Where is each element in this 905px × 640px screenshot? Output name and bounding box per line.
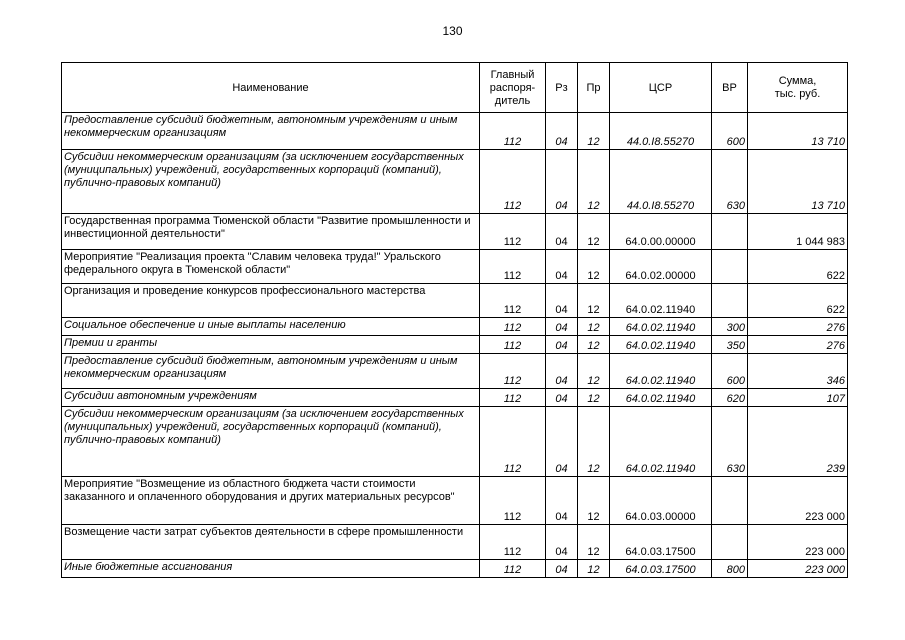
row-sum: 223 000 (748, 560, 848, 578)
row-pr: 12 (578, 113, 610, 150)
row-pr: 12 (578, 318, 610, 336)
row-vr (712, 525, 748, 560)
row-rz: 04 (546, 560, 578, 578)
header-pr: Пр (578, 63, 610, 113)
row-sum: 223 000 (748, 525, 848, 560)
row-sum: 1 044 983 (748, 214, 848, 250)
row-rz: 04 (546, 354, 578, 389)
row-rz: 04 (546, 336, 578, 354)
header-name: Наименование (62, 63, 480, 113)
row-name: Премии и гранты (62, 336, 480, 354)
table-row (62, 284, 848, 318)
row-pr: 12 (578, 389, 610, 407)
row-sum: 622 (748, 284, 848, 318)
row-pr: 12 (578, 407, 610, 477)
table-row (62, 525, 848, 560)
row-vr (712, 477, 748, 525)
row-grbs: 112 (480, 560, 546, 578)
row-csr: 64.0.02.11940 (610, 389, 712, 407)
table-row (62, 150, 848, 214)
row-grbs: 112 (480, 407, 546, 477)
row-rz: 04 (546, 477, 578, 525)
row-vr: 620 (712, 389, 748, 407)
row-name: Мероприятие "Возмещение из областного бюджета части стоимости заказанного и оплаченного оборудования и других материальных ресурсов" (62, 477, 480, 525)
budget-table (61, 62, 848, 578)
row-csr: 64.0.02.11940 (610, 284, 712, 318)
row-csr: 64.0.02.00000 (610, 250, 712, 284)
row-csr: 64.0.02.11940 (610, 354, 712, 389)
row-grbs: 112 (480, 284, 546, 318)
row-grbs: 112 (480, 389, 546, 407)
row-sum: 276 (748, 318, 848, 336)
row-pr: 12 (578, 354, 610, 389)
row-name: Мероприятие "Реализация проекта "Славим человека труда!" Уральского федерального округа в Тюменской области" (62, 250, 480, 284)
row-name: Возмещение части затрат субъектов деятельности в сфере промышленности (62, 525, 480, 560)
row-grbs: 112 (480, 214, 546, 250)
row-pr: 12 (578, 150, 610, 214)
table-row (62, 336, 848, 354)
row-pr: 12 (578, 214, 610, 250)
row-name: Субсидии некоммерческим организациям (за исключением государственных (муниципальных) учреждений, государственных корпораций (компаний), публично-правовых компаний) (62, 150, 480, 214)
row-grbs: 112 (480, 354, 546, 389)
row-csr: 64.0.03.00000 (610, 477, 712, 525)
row-sum: 346 (748, 354, 848, 389)
table-row (62, 214, 848, 250)
row-sum: 13 710 (748, 150, 848, 214)
table-row (62, 318, 848, 336)
row-pr: 12 (578, 336, 610, 354)
row-grbs: 112 (480, 336, 546, 354)
table-row (62, 407, 848, 477)
row-pr: 12 (578, 560, 610, 578)
row-name: Субсидии автономным учреждениям (62, 389, 480, 407)
row-rz: 04 (546, 284, 578, 318)
row-vr: 630 (712, 150, 748, 214)
row-sum: 223 000 (748, 477, 848, 525)
table-row (62, 477, 848, 525)
row-csr: 44.0.I8.55270 (610, 113, 712, 150)
row-vr: 600 (712, 113, 748, 150)
row-vr (712, 284, 748, 318)
header-rz: Рз (546, 63, 578, 113)
row-grbs: 112 (480, 250, 546, 284)
row-csr: 64.0.03.17500 (610, 525, 712, 560)
row-rz: 04 (546, 389, 578, 407)
row-name: Предоставление субсидий бюджетным, автономным учреждениям и иным некоммерческим организациям (62, 113, 480, 150)
row-name: Субсидии некоммерческим организациям (за исключением государственных (муниципальных) учреждений, государственных корпораций (компаний), публично-правовых компаний) (62, 407, 480, 477)
row-rz: 04 (546, 113, 578, 150)
row-vr: 350 (712, 336, 748, 354)
row-vr (712, 214, 748, 250)
table-row (62, 250, 848, 284)
header-grbs: Главный распоря- дитель (480, 63, 546, 113)
row-rz: 04 (546, 150, 578, 214)
row-name: Организация и проведение конкурсов профессионального мастерства (62, 284, 480, 318)
row-sum: 276 (748, 336, 848, 354)
row-csr: 64.0.02.11940 (610, 336, 712, 354)
table-header-row (62, 63, 848, 113)
table-row (62, 354, 848, 389)
row-grbs: 112 (480, 525, 546, 560)
table-row (62, 113, 848, 150)
row-rz: 04 (546, 250, 578, 284)
row-rz: 04 (546, 407, 578, 477)
row-vr: 600 (712, 354, 748, 389)
row-vr: 630 (712, 407, 748, 477)
row-vr: 800 (712, 560, 748, 578)
row-pr: 12 (578, 250, 610, 284)
row-csr: 64.0.00.00000 (610, 214, 712, 250)
row-csr: 44.0.I8.55270 (610, 150, 712, 214)
row-name: Социальное обеспечение и иные выплаты населению (62, 318, 480, 336)
row-name: Государственная программа Тюменской области "Развитие промышленности и инвестиционной деятельности" (62, 214, 480, 250)
page-number: 130 (442, 24, 463, 38)
table-row (62, 560, 848, 578)
row-rz: 04 (546, 525, 578, 560)
row-grbs: 112 (480, 477, 546, 525)
row-sum: 239 (748, 407, 848, 477)
row-grbs: 112 (480, 113, 546, 150)
header-csr: ЦСР (610, 63, 712, 113)
row-sum: 13 710 (748, 113, 848, 150)
row-vr (712, 250, 748, 284)
row-csr: 64.0.03.17500 (610, 560, 712, 578)
row-vr: 300 (712, 318, 748, 336)
row-csr: 64.0.02.11940 (610, 318, 712, 336)
row-rz: 04 (546, 214, 578, 250)
row-pr: 12 (578, 477, 610, 525)
row-rz: 04 (546, 318, 578, 336)
row-sum: 107 (748, 389, 848, 407)
row-name: Предоставление субсидий бюджетным, автономным учреждениям и иным некоммерческим организациям (62, 354, 480, 389)
row-pr: 12 (578, 525, 610, 560)
row-grbs: 112 (480, 318, 546, 336)
row-grbs: 112 (480, 150, 546, 214)
header-vr: ВР (712, 63, 748, 113)
table-row (62, 389, 848, 407)
row-pr: 12 (578, 284, 610, 318)
row-csr: 64.0.02.11940 (610, 407, 712, 477)
header-sum: Сумма, тыс. руб. (748, 63, 848, 113)
row-name: Иные бюджетные ассигнования (62, 560, 480, 578)
row-sum: 622 (748, 250, 848, 284)
